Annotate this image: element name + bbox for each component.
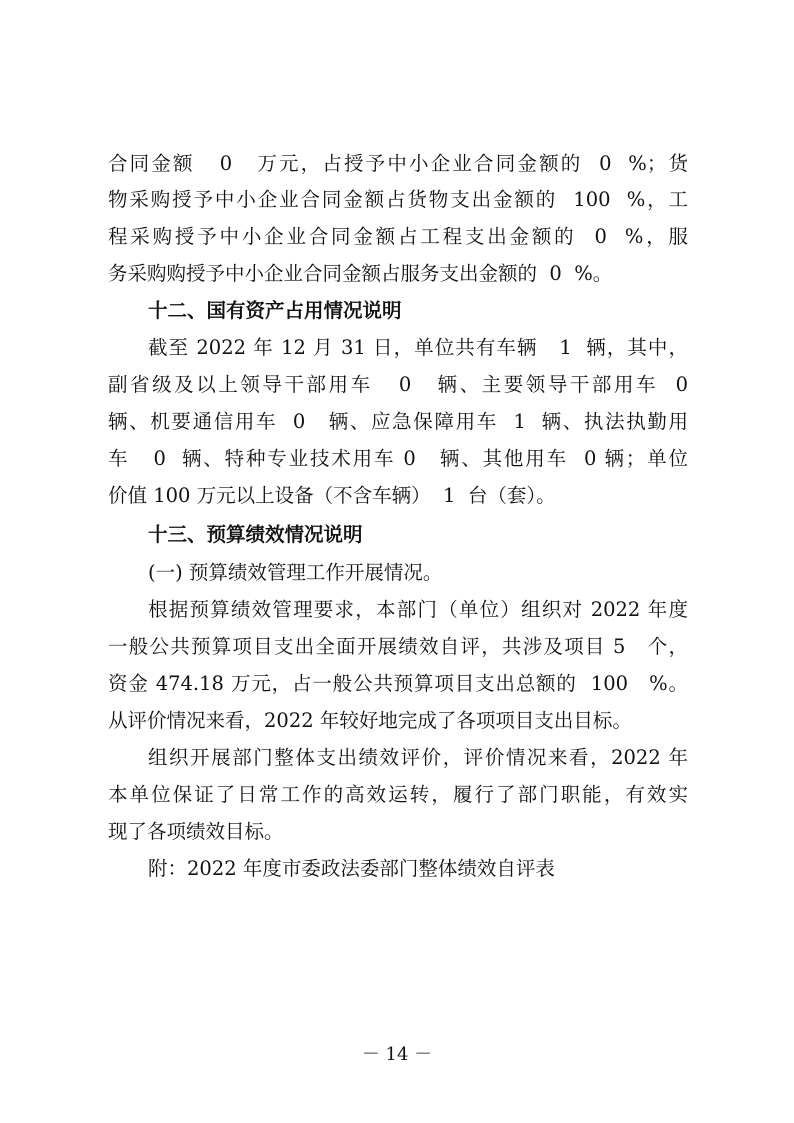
page-number: － 14 －	[361, 1044, 433, 1065]
paragraph-line: 务采购购授予中小企业合同金额占服务支出金额的 0 %。	[108, 262, 613, 285]
paragraph-line: 一般公共预算项目支出全面开展绩效自评，共涉及项目 5 个，	[108, 635, 688, 658]
paragraph-line: 从评价情况来看，2022 年较好地完成了各项项目支出目标。	[108, 709, 632, 732]
paragraph-line: 组织开展部门整体支出绩效评价，评价情况来看，2022 年	[148, 746, 688, 769]
paragraph-line: 物采购授予中小企业合同金额占货物支出金额的 100 %，工	[108, 188, 688, 211]
paragraph-line: 程采购授予中小企业合同金额占工程支出金额的 0 %，服	[108, 225, 688, 248]
paragraph-line: 现了各项绩效目标。	[108, 820, 284, 843]
paragraph-line: 价值 100 万元以上设备（不含车辆） 1 台（套）。	[108, 484, 556, 507]
paragraph-line: 截至 2022 年 12 月 31 日，单位共有车辆 1 辆，其中，	[148, 336, 688, 359]
paragraph-line: 本单位保证了日常工作的高效运转，履行了部门职能，有效实	[108, 783, 688, 806]
paragraph-line: 资金 474.18 万元，占一般公共预算项目支出总额的 100 %。	[108, 672, 688, 695]
section-heading-12: 十二、国有资产占用情况说明	[148, 299, 402, 322]
paragraph-line: 合同金额 0 万元，占授予中小企业合同金额的 0 %；货	[108, 152, 688, 175]
paragraph-line: 根据预算绩效管理要求，本部门（单位）组织对 2022 年度	[148, 598, 688, 621]
attachment-note: 附：2022 年度市委政法委部门整体绩效自评表	[148, 857, 555, 880]
paragraph-line: 辆、机要通信用车 0 辆、应急保障用车 1 辆、执法执勤用	[108, 410, 688, 433]
section-heading-13: 十三、预算绩效情况说明	[148, 523, 363, 546]
subsection-heading: (一) 预算绩效管理工作开展情况。	[148, 561, 443, 584]
paragraph-line: 副省级及以上领导干部用车 0 辆、主要领导干部用车 0	[108, 373, 688, 396]
paragraph-line: 车 0 辆、特种专业技术用车 0 辆、其他用车 0 辆；单位	[108, 447, 688, 470]
